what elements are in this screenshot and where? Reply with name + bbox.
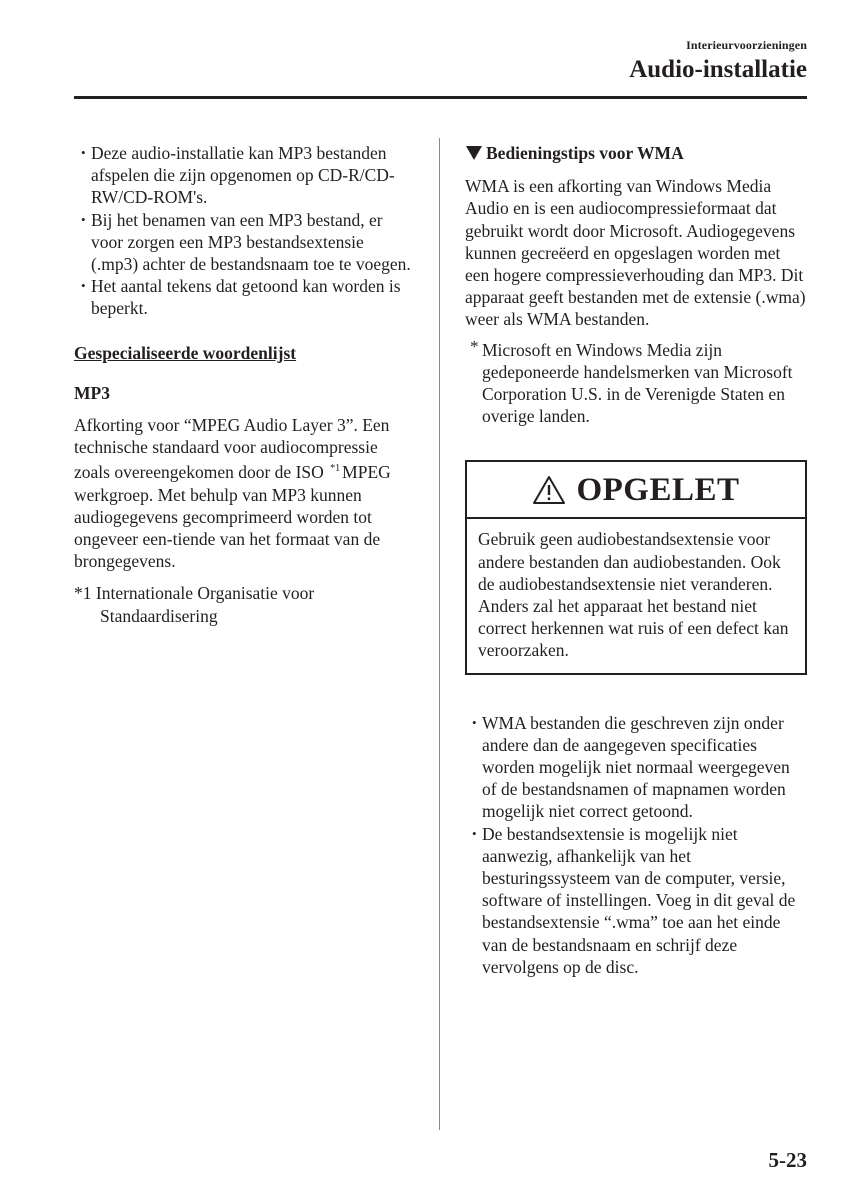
wma-heading xyxy=(465,142,807,164)
bullet-text: Het aantal tekens dat getoond kan worden is beperkt. xyxy=(91,276,401,319)
footnote-ref: *1 xyxy=(330,463,341,475)
bullet-item xyxy=(465,823,807,978)
bullet-text: De bestandsextensie is mogelijk niet aanwezig, afhankelijk van het besturingssysteem van de computer, versie, software of instellingen. Voeg in dit geval de bestandsextensie “.wma” toe aan het einde van de bestandsnaam en schrijf deze vervolgens op de disc. xyxy=(482,823,796,977)
bullet-glyph: • xyxy=(472,825,477,841)
bullet-text: Deze audio-installatie kan MP3 bestanden afspelen die zijn opgenomen op CD-R/CD-RW/CD-ROM's. xyxy=(91,143,395,208)
definition-text: Afkorting voor “MPEG Audio Layer 3”. Een technische standaard voor audiocompressie zoals overeengekomen door de ISO xyxy=(74,415,390,483)
bullet-glyph: • xyxy=(81,145,86,160)
note-text: Microsoft en Windows Media zijn gedeponeerde handelsmerken van Microsoft Corporation U.S. in de Verenigde Staten en overige landen. xyxy=(482,339,793,427)
caution-text: Gebruik geen audiobestandsextensie voor andere bestanden dan audiobestanden. Ook de audiobestandsextensie niet veranderen. Anders zal het apparaat het bestand niet correct herkennen wat ruis of een defect kan veroorzaken. xyxy=(478,529,789,661)
definition-text: MPEG werkgroep. Met behulp van MP3 kunnen audiogegevens gecomprimeerd worden tot ongeveer een-tiende van het formaat van de brongegevens. xyxy=(74,462,391,572)
left-column xyxy=(74,142,414,627)
section-label: Interieurvoorzieningen xyxy=(686,38,807,52)
footnote: *1 Internationale Organisatie voor Standaardisering xyxy=(74,583,315,626)
column-divider xyxy=(439,138,440,1130)
wma-bullets xyxy=(465,712,807,978)
triangle-down-icon xyxy=(466,146,482,160)
wma-heading-text: Bedieningstips voor WMA xyxy=(486,143,684,163)
bullet-glyph: • xyxy=(472,714,477,730)
bullet-item xyxy=(74,142,414,209)
glossary-term: MP3 xyxy=(74,382,110,403)
glossary-heading: Gespecialiseerde woordenlijst xyxy=(74,342,297,363)
glossary-definition xyxy=(74,414,414,572)
bullet-item xyxy=(74,275,414,319)
caution-box xyxy=(465,460,807,674)
bullet-glyph: • xyxy=(81,211,86,227)
bullet-text: WMA bestanden die geschreven zijn onder andere dan de aangegeven specificaties worden mogelijk niet normaal weergegeven of de bestandsnamen of mapnamen worden mogelijk niet correct getoond. xyxy=(482,712,790,822)
bullet-text: Bij het benamen van een MP3 bestand, er voor zorgen een MP3 bestandsextensie (.mp3) achter de bestandsnaam toe te voegen. xyxy=(91,209,411,275)
bullet-item xyxy=(465,712,807,823)
header-rule xyxy=(74,96,807,99)
caution-header xyxy=(467,462,805,519)
wma-paragraph: WMA is een afkorting van Windows Media Audio en is een audiocompressieformaat dat gebruikt wordt door Microsoft. Audiogegevens kunnen gecreëerd en opgeslagen worden met een hogere compressieverhouding dan MP3. Dit apparaat geeft bestanden met de extensie (.wma) weer als WMA bestanden. xyxy=(465,176,806,330)
trademark-note xyxy=(465,336,807,428)
note-marker: * xyxy=(470,336,479,356)
page-number: 5-23 xyxy=(768,1148,807,1172)
bullet-glyph: • xyxy=(81,278,86,294)
page-title: Audio-installatie xyxy=(629,56,807,83)
warning-triangle-icon xyxy=(532,475,566,505)
caution-title: OPGELET xyxy=(576,471,740,508)
bullet-item xyxy=(74,209,414,276)
right-column xyxy=(465,142,807,978)
